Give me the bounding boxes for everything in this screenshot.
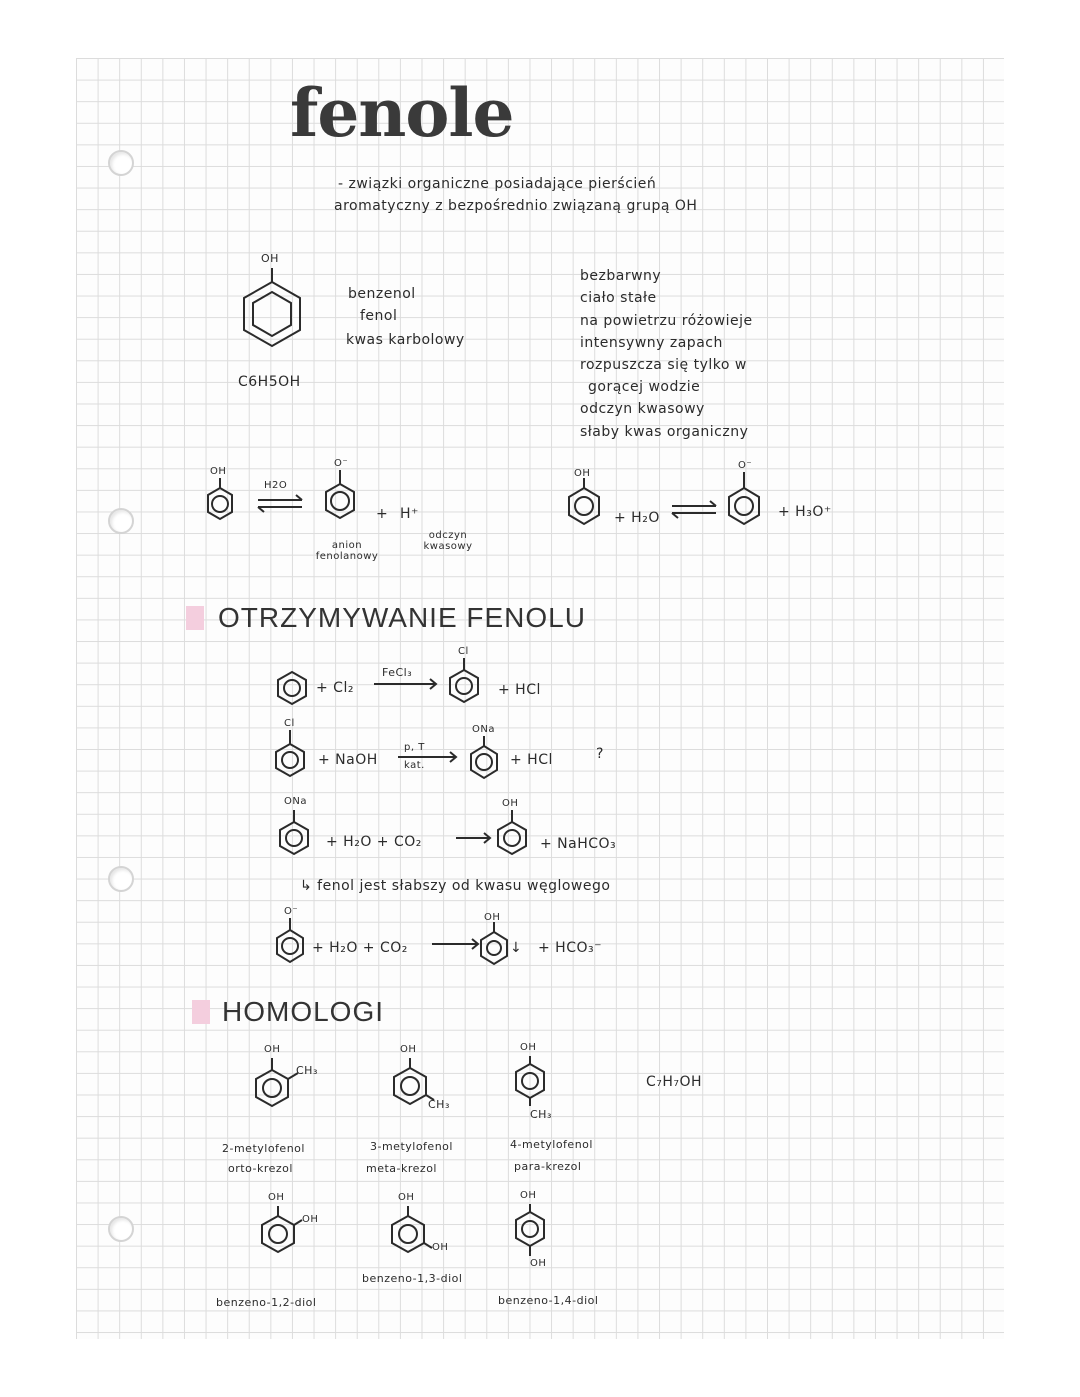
phenol-name-3: kwas karbolowy <box>346 332 465 348</box>
section-homologues-heading: HOMOLOGI <box>222 996 385 1027</box>
homologue-alt-name: para-krezol <box>514 1160 582 1173</box>
r1-subst: Cl <box>458 646 469 657</box>
cresol-oh-label: OH <box>264 1044 281 1055</box>
r2-note: ? <box>596 746 604 762</box>
property-item: rozpuszcza się tylko w <box>580 357 747 373</box>
cresol-ch3-label: CH₃ <box>296 1064 318 1077</box>
diss2-anion: O⁻ <box>738 460 753 471</box>
r2-subst: Cl <box>284 718 295 729</box>
diol-name: benzeno-1,2-diol <box>216 1296 317 1309</box>
diss-proton: H⁺ <box>400 506 419 522</box>
property-item: intensywny zapach <box>580 335 723 351</box>
diss2-water: + H₂O <box>614 510 660 526</box>
diol-name: benzeno-1,3-diol <box>362 1272 463 1285</box>
section-highlight <box>192 1000 210 1024</box>
r3-product-subst: OH <box>502 798 519 809</box>
r4-subst: O⁻ <box>284 906 299 917</box>
acid-strength-note: ↳ fenol jest słabszy od kwasu węglowego <box>300 878 611 894</box>
diss2-oh-label: OH <box>574 468 591 479</box>
property-item: gorącej wodzie <box>588 379 701 395</box>
cresol-ch3-label: CH₃ <box>428 1098 450 1111</box>
chlorobenzene-r2 <box>276 730 304 776</box>
diss-water-label: H2O <box>264 480 288 491</box>
r4-byproduct: + HCO₃⁻ <box>538 940 603 956</box>
r2-conditions-top: p, T <box>404 742 425 753</box>
diol-oh-label: OH <box>530 1258 547 1269</box>
section-preparation-heading: OTRZYMYWANIE FENOLU <box>218 602 586 633</box>
diss-oh-label: OH <box>210 466 227 477</box>
diol-oh-label: OH <box>268 1192 285 1203</box>
anion-label: anion fenolanowy <box>315 540 379 562</box>
phenol-oh-label: OH <box>261 252 279 265</box>
chlorobenzene-r1 <box>450 658 478 702</box>
property-item: ciało stałe <box>580 290 657 306</box>
diol-oh-label: OH <box>520 1190 537 1201</box>
proton-label: odczyn kwasowy <box>423 530 473 552</box>
phenol-structure <box>244 268 300 346</box>
r2-reagent: + NaOH <box>318 752 378 768</box>
general-formula: C₇H₇OH <box>646 1074 703 1090</box>
r1-catalyst: FeCl₃ <box>382 666 413 679</box>
phenolate-small-2 <box>729 472 759 524</box>
r3-subst: ONa <box>284 796 307 807</box>
r1-byproduct: + HCl <box>498 682 541 698</box>
diol-oh-label: OH <box>302 1214 319 1225</box>
cresol-ch3-label: CH₃ <box>530 1108 552 1121</box>
sodium-phenolate-r2 <box>471 736 497 778</box>
r2-product-subst: ONa <box>472 724 495 735</box>
phenolate-small-1 <box>326 470 354 518</box>
diss2-hydronium: + H₃O⁺ <box>778 504 832 520</box>
ortho-cresol-structure <box>256 1058 298 1106</box>
phenol-name-2: fenol <box>360 308 398 324</box>
r2-conditions-bottom: kat. <box>404 760 425 771</box>
benzene-r1 <box>278 672 306 704</box>
precipitate-arrow: ↓ <box>510 940 523 956</box>
r4-reagent: + H₂O + CO₂ <box>312 940 408 956</box>
cresol-oh-label: OH <box>520 1042 537 1053</box>
homologue-name: 4-metylofenol <box>510 1138 593 1151</box>
definition-line-1: - związki organiczne posiadające pierścień <box>338 176 657 192</box>
resorcinol-structure <box>392 1206 432 1252</box>
phenol-small-1 <box>208 478 232 519</box>
page-title: fenole <box>290 74 514 152</box>
r1-reagent: + Cl₂ <box>316 680 354 696</box>
para-cresol-structure <box>516 1056 544 1106</box>
homologue-name: 3-metylofenol <box>370 1140 453 1153</box>
property-item: na powietrzu różowieje <box>580 313 753 329</box>
diss-plus: + <box>376 506 389 522</box>
arrow-r1 <box>374 679 436 689</box>
phenol-r3 <box>498 810 526 854</box>
hydroquinone-structure <box>516 1204 544 1256</box>
sodium-phenolate-r3 <box>280 810 308 854</box>
catechol-structure <box>262 1206 302 1252</box>
phenol-small-2 <box>569 478 599 524</box>
cresol-oh-label: OH <box>400 1044 417 1055</box>
arrow-r4 <box>432 939 478 949</box>
property-item: odczyn kwasowy <box>580 401 705 417</box>
homologue-alt-name: meta-krezol <box>366 1162 437 1175</box>
arrow-r3 <box>456 833 490 843</box>
property-item: bezbarwny <box>580 268 662 284</box>
equilibrium-arrow-1 <box>258 495 302 512</box>
homologue-alt-name: orto-krezol <box>228 1162 293 1175</box>
diol-oh-label: OH <box>398 1192 415 1203</box>
definition-line-2: aromatyczny z bezpośrednio związaną grupą OH <box>334 198 698 214</box>
section-highlight <box>186 606 204 630</box>
diol-oh-label: OH <box>432 1242 449 1253</box>
phenol-r4 <box>481 922 507 964</box>
r4-product-subst: OH <box>484 912 501 923</box>
equilibrium-arrow-2 <box>672 501 716 518</box>
r3-reagent: + H₂O + CO₂ <box>326 834 422 850</box>
diol-name: benzeno-1,4-diol <box>498 1294 599 1307</box>
phenol-formula: C6H5OH <box>238 374 301 390</box>
r2-byproduct: + HCl <box>510 752 553 768</box>
diss-anion-symbol: O⁻ <box>334 458 349 469</box>
homologue-name: 2-metylofenol <box>222 1142 305 1155</box>
property-item: słaby kwas organiczny <box>580 424 749 440</box>
r3-byproduct: + NaHCO₃ <box>540 836 617 852</box>
phenol-name-1: benzenol <box>348 286 416 302</box>
phenolate-r4 <box>277 918 303 962</box>
